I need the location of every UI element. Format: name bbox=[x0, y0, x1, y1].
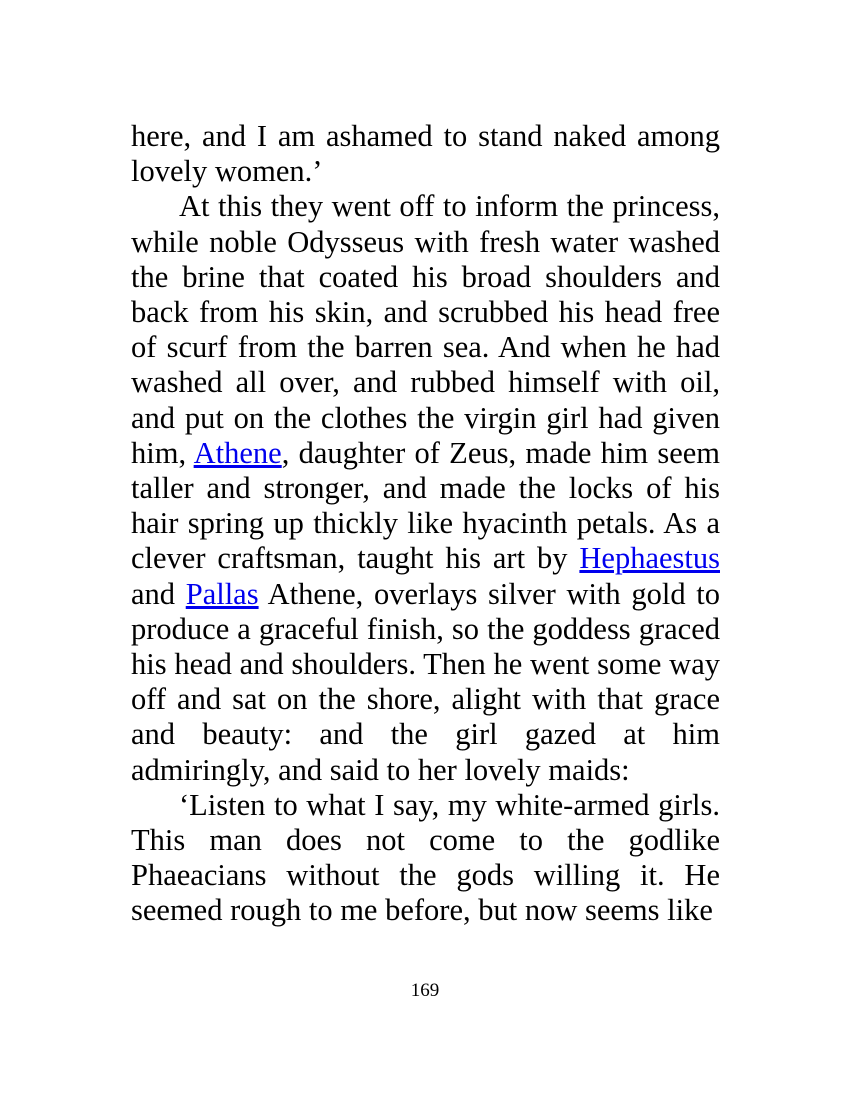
link-pallas[interactable]: Pallas bbox=[185, 576, 259, 611]
link-hephaestus[interactable]: Hephaestus bbox=[579, 541, 720, 576]
body-text bbox=[131, 119, 720, 929]
paragraph-text: and bbox=[131, 576, 186, 611]
paragraph-text: here, and I am ashamed to stand naked among lovely women.’ bbox=[131, 119, 720, 189]
page-number: 169 bbox=[410, 980, 440, 1001]
paragraph-text: ‘Listen to what I say, my white-armed girls. This man does not come to the godlike Phaeacians without the gods willing it. He seemed rough to me before, but now seems like bbox=[131, 787, 720, 928]
paragraph-text: , daughter of Zeus, made him seem taller and stronger, and made the locks of his hair spring up thickly like hyacinth petals. As a clever craftsman, taught his art by bbox=[131, 435, 720, 576]
paragraph-2 bbox=[131, 189, 720, 787]
paragraph-3 bbox=[131, 788, 720, 929]
paragraph-text: At this they went off to inform the princess, while noble Odysseus with fresh water washed the brine that coated his broad shoulders and back from his skin, and scrubbed his head free of scurf from the barren sea. And when he had washed all over, and rubbed himself with oil, and put on the clothes the virgin girl had given him, bbox=[131, 189, 720, 470]
link-athene[interactable]: Athene bbox=[193, 435, 282, 470]
paragraph-text: Athene, overlays silver with gold to produce a graceful finish, so the goddess graced his head and shoulders. Then he went some way off and sat on the shore, alight with that grace and beauty: and the girl gazed at him admiringly, and said to her lovely maids: bbox=[131, 576, 720, 787]
paragraph-1 bbox=[131, 119, 720, 189]
